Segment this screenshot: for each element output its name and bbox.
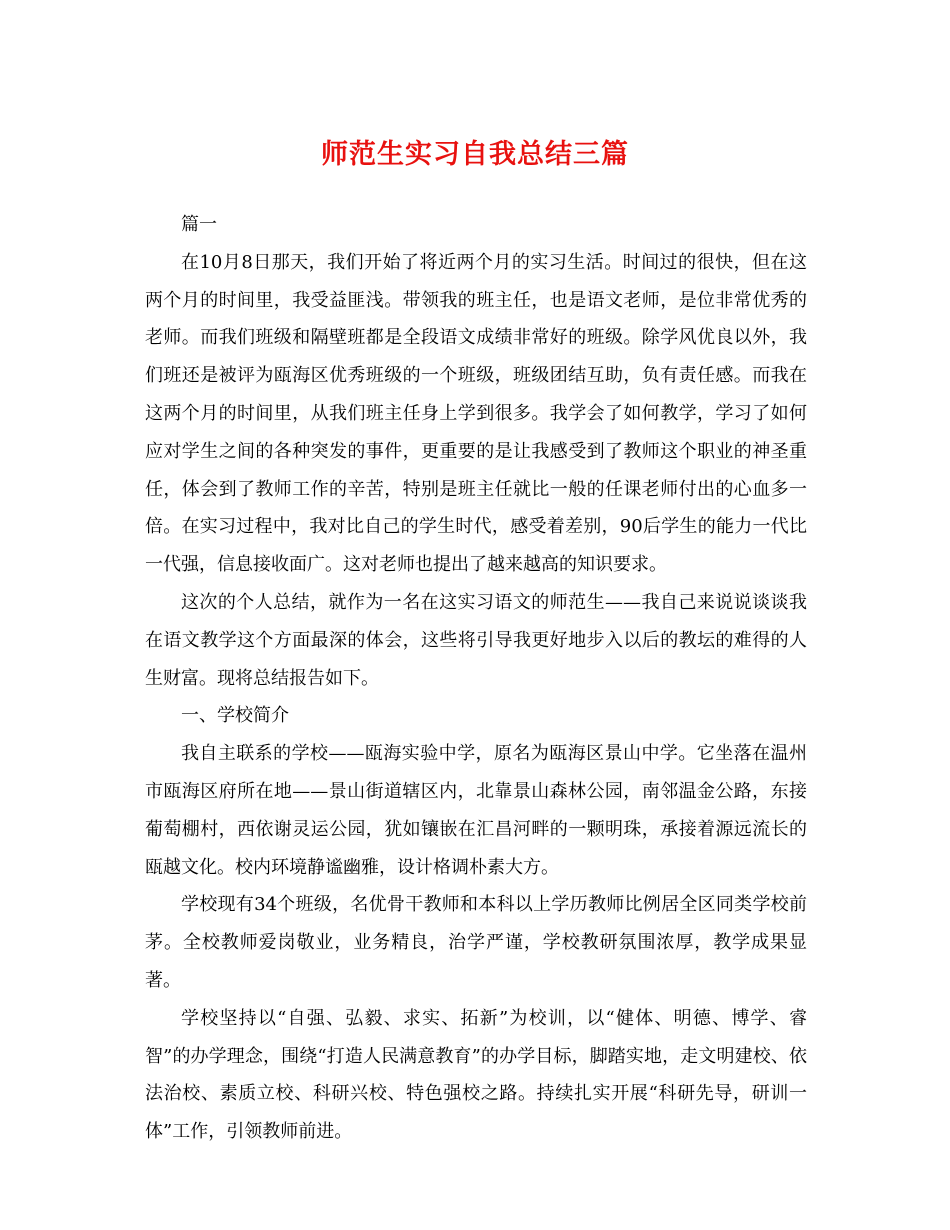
section-heading-part-one: 篇一: [181, 214, 217, 235]
body-paragraph: 学校坚持以“自强、弘毅、求实、拓新”为校训，以“健体、明德、博学、睿智”的办学理念，围绕“打造人民满意教育”的办学目标，脚踏实地，走文明建校、依法治校、素质立校、科研兴校、特色强校之路。持续扎实开展“科研先导，研训一体”工作，引领教师前进。: [145, 1007, 807, 1143]
document-body: [145, 206, 807, 1151]
body-paragraph: 这次的个人总结，就作为一名在这实习语文的师范生——我自己来说说谈谈我在语文教学这个方面最深的体会，这些将引导我更好地步入以后的教坛的难得的人生财富。现将总结报告如下。: [145, 591, 807, 689]
document-title: 师范生实习自我总结三篇: [321, 139, 629, 170]
body-paragraph: 在10月8日那天，我们开始了将近两个月的实习生活。时间过的很快，但在这两个月的时间里，我受益匪浅。带领我的班主任，也是语文老师，是位非常优秀的老师。而我们班级和隔壁班都是全段语文成绩非常好的班级。除学风优良以外，我们班还是被评为瓯海区优秀班级的一个班级，班级团结互助，负有责任感。而我在这两个月的时间里，从我们班主任身上学到很多。我学会了如何教学，学习了如何应对学生之间的各种突发的事件，更重要的是让我感受到了教师这个职业的神圣重任，体会到了教师工作的辛苦，特别是班主任就比一般的任课老师付出的心血多一倍。在实习过程中，我对比自己的学生时代，感受着差别，90后学生的能力一代比一代强，信息接收面广。这对老师也提出了越来越高的知识要求。: [145, 251, 807, 576]
section-heading-school-intro: 一、学校简介: [181, 705, 289, 727]
body-paragraph: 我自主联系的学校——瓯海实验中学，原名为瓯海区景山中学。它坐落在温州市瓯海区府所在地——景山街道辖区内，北靠景山森林公园，南邻温金公路，东接葡萄棚村，西依谢灵运公园，犹如镶嵌在汇昌河畔的一颗明珠，承接着源远流长的瓯越文化。校内环境静谧幽雅，设计格调朴素大方。: [145, 743, 807, 878]
body-paragraph: 学校现有34个班级，名优骨干教师和本科以上学历教师比例居全区同类学校前茅。全校教师爱岗敬业，业务精良，治学严谨，学校教研氛围浓厚，教学成果显著。: [145, 894, 807, 991]
